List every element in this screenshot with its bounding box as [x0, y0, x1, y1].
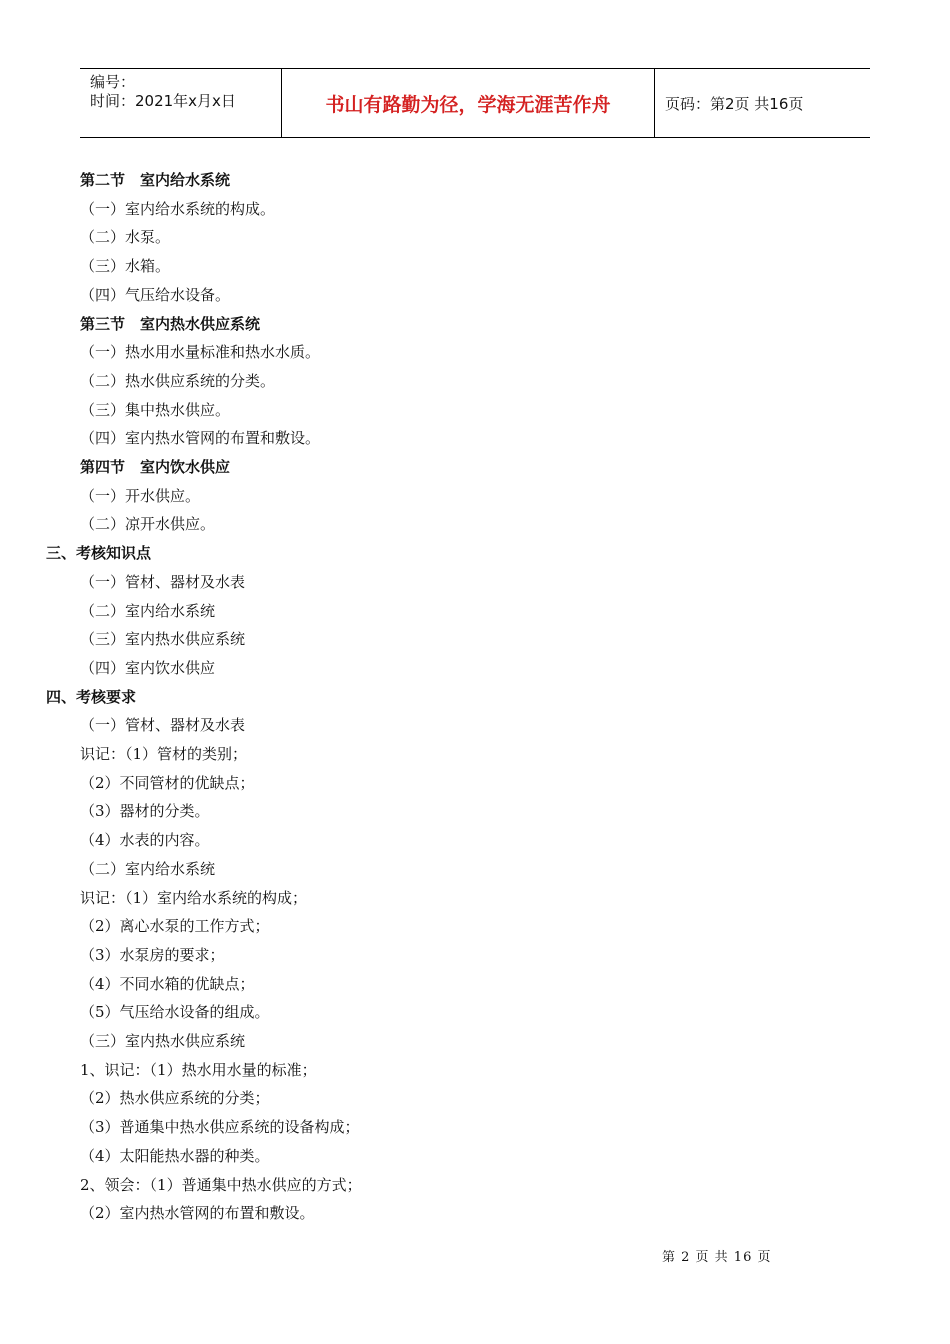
- list-item: （二）室内给水系统: [80, 601, 216, 620]
- list-item: （三）水箱。: [80, 257, 171, 276]
- list-item: （四）室内饮水供应: [80, 658, 216, 677]
- list-item: （2）不同管材的优缺点；: [80, 773, 255, 792]
- list-item: （5）气压给水设备的组成。: [80, 1003, 270, 1022]
- list-item: （二）热水供应系统的分类。: [80, 371, 276, 390]
- section-heading: 三、考核知识点: [46, 544, 152, 563]
- document-number-label: 编号：: [90, 73, 136, 91]
- list-item: （一）管材、器材及水表: [80, 716, 246, 735]
- list-item: 1、识记：（1）热水用水量的标准；: [80, 1060, 317, 1079]
- list-item: （4）水表的内容。: [80, 831, 210, 850]
- list-item: 识记：（1）管材的类别；: [80, 745, 248, 763]
- list-item: （4）不同水箱的优缺点；: [80, 974, 255, 993]
- list-item: （2）室内热水管网的布置和敷设。: [80, 1204, 315, 1223]
- page-footer: 第 2 页 共 16 页: [662, 1250, 772, 1265]
- section-heading: 四、考核要求: [46, 687, 137, 706]
- list-item: 识记：（1）室内给水系统的构成；: [80, 888, 308, 907]
- list-item: （3）水泵房的要求；: [80, 945, 225, 964]
- list-item: （一）开水供应。: [80, 486, 201, 505]
- list-item: （四）气压给水设备。: [80, 285, 231, 304]
- list-item: （四）室内热水管网的布置和敷设。: [80, 429, 321, 448]
- list-item: （2）离心水泵的工作方式；: [80, 917, 270, 936]
- list-item: （2）热水供应系统的分类；: [80, 1089, 270, 1108]
- list-item: （三）集中热水供应。: [80, 400, 231, 419]
- list-item: （一）室内给水系统的构成。: [80, 199, 276, 218]
- list-item: （二）水泵。: [80, 228, 171, 247]
- list-item: （三）室内热水供应系统: [80, 630, 246, 649]
- list-item: 2、领会：（1）普通集中热水供应的方式；: [80, 1175, 362, 1194]
- list-item: （3）器材的分类。: [80, 802, 210, 821]
- section-heading: 第三节 室内热水供应系统: [80, 314, 261, 333]
- list-item: （二）室内给水系统: [80, 859, 216, 878]
- list-item: （二）凉开水供应。: [80, 515, 216, 534]
- header-meta: [80, 69, 282, 137]
- section-heading: 第二节 室内给水系统: [80, 171, 231, 189]
- section-heading: 第四节 室内饮水供应: [80, 458, 231, 476]
- list-item: （4）太阳能热水器的种类。: [80, 1146, 270, 1165]
- list-item: （一）管材、器材及水表: [80, 572, 246, 591]
- header-page-info: 页码：第2页 共16页: [665, 94, 804, 113]
- list-item: （三）室内热水供应系统: [80, 1032, 246, 1050]
- list-item: （一）热水用水量标准和热水水质。: [80, 343, 321, 362]
- list-item: （3）普通集中热水供应系统的设备构成；: [80, 1118, 360, 1137]
- page-header: [80, 68, 870, 138]
- document-date: 时间：2021年x月x日: [90, 92, 236, 110]
- header-motto: 书山有路勤为径，学海无涯苦作舟: [282, 69, 655, 137]
